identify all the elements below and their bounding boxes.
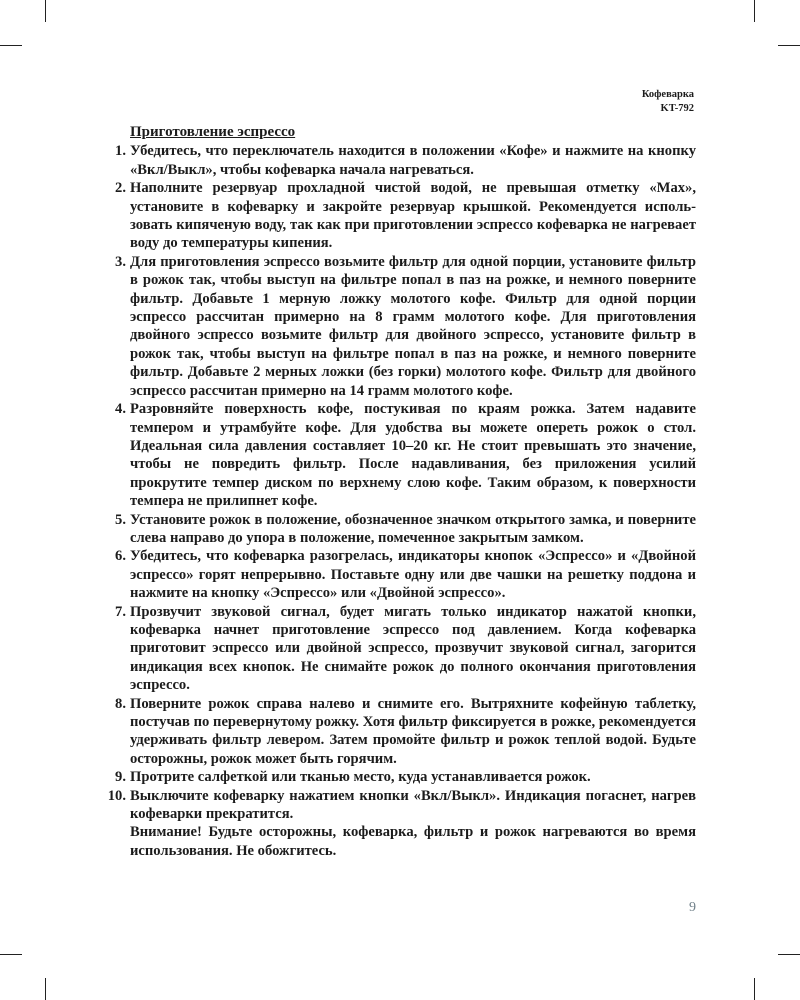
list-item — [100, 547, 696, 602]
warning-note — [100, 823, 696, 860]
step-number: 2. — [115, 180, 126, 197]
crop-mark — [45, 0, 46, 22]
step-number: 9. — [115, 769, 126, 786]
list-item — [100, 400, 696, 510]
steps-list — [100, 142, 696, 823]
step-text: Убедитесь, что кофеварка разогрелась, индикаторы кнопок «Эспрессо» и «Двойной эспрессо» горят непрерывно. Поставьте одну или две чашки на решетку поддона и нажмите на кнопку «Эспрессо» или «Двойной эспрессо». — [130, 548, 696, 602]
crop-mark — [0, 954, 22, 955]
list-item — [100, 253, 696, 400]
step-text: Убедитесь, что переключатель находится в положении «Кофе» и нажмите на кнопку «Вкл/Выкл», чтобы кофеварка начала нагреваться. — [130, 143, 696, 178]
crop-mark — [0, 45, 22, 46]
crop-mark — [754, 978, 755, 1000]
list-item — [100, 603, 696, 695]
header-model: KT-792 — [660, 103, 694, 114]
list-item — [100, 179, 696, 253]
step-number: 3. — [115, 253, 126, 270]
step-text: Установите рожок в положение, обозначенное значком открытого замка, и поверните слева направо до упора в положение, помеченное закрытым замком. — [130, 511, 696, 546]
step-text: Разровняйте поверхность кофе, постукивая по краям рожка. Затем надавите темпером и утрамбуйте кофе. Для удобства вы можете опереть рожок о стол. Идеальная сила давления составляет 10–20 кг. Не стоит превышать это значение, чтобы не повредить фильтр. После надавливания, без приложения усилий прокрутите темпер диском по верхнему слою кофе. Таким образом, к поверхности темпера не прилипнет кофе. — [130, 401, 696, 510]
step-number: 4. — [115, 401, 126, 418]
crop-mark — [45, 978, 46, 1000]
step-number: 7. — [115, 603, 126, 620]
list-item — [100, 695, 696, 769]
page-content — [100, 123, 696, 860]
step-text: Наполните резервуар прохладной чистой водой, не превышая отметку «Max», установите в кофеварку и закройте резервуар крышкой. Рекомендуется использовать кипяченую воду, так как при приготовлении эспрессо кофеварка не нагревает воду до температуры кипения. — [130, 180, 696, 252]
list-item — [100, 511, 696, 548]
warning-label: Внимание! — [130, 824, 202, 841]
step-text: Поверните рожок справа налево и снимите его. Вытряхните кофейную таблетку, постучав по перевернутому рожку. Хотя фильтр фиксируется в рожке, рекомендуется удерживать фильтр левером. Затем промойте фильтр и рожок теплой водой. Будьте осторожны, рожок может быть горячим. — [130, 695, 696, 767]
page-number: 9 — [689, 900, 696, 915]
step-number: 10. — [107, 787, 126, 804]
list-item — [100, 142, 696, 179]
crop-mark — [778, 45, 800, 46]
warning-text: Будьте осторожны, кофеварка, фильтр и рожок нагреваются во время использования. Не обожгитесь. — [130, 824, 696, 859]
crop-mark — [778, 954, 800, 955]
step-number: 8. — [115, 695, 126, 712]
section-title: Приготовление эспрессо — [130, 124, 296, 140]
crop-mark — [754, 0, 755, 22]
list-item — [100, 787, 696, 824]
step-text: Протрите салфеткой или тканью место, куда устанавливается рожок. — [130, 769, 591, 786]
running-header — [642, 88, 694, 116]
step-text: Для приготовления эспрессо возьмите фильтр для одной порции, установите фильтр в рожок так, чтобы выступ на фильтре попал в паз на рожке, и немного поверните фильтр. Добавьте 1 мерную ложку молотого кофе. Фильтр для одной порции эспрессо рассчитан примерно на 8 грамм молотого кофе. Для приготовления двойного эспрессо возьмите фильтр для двойного эспрессо, установите фильтр в рожок так, чтобы выступ на фильтре попал в паз на рожке, и немного поверните фильтр. Добавьте 2 мерных ложки (без горки) молотого кофе. Фильтр для двойного эспрессо рассчитан примерно на 14 грамм молотого кофе. — [130, 253, 696, 399]
step-number: 5. — [115, 511, 126, 528]
step-number: 1. — [115, 143, 126, 160]
list-item — [100, 768, 696, 786]
step-number: 6. — [115, 548, 126, 565]
step-text: Выключите кофеварку нажатием кнопки «Вкл/Выкл». Индикация погаснет, нагрев кофеварки прекратится. — [130, 787, 696, 823]
header-product-name: Кофеварка — [641, 89, 694, 100]
step-text: Прозвучит звуковой сигнал, будет мигать только индикатор нажатой кнопки, кофеварка начнет приготовление эспрессо под давлением. Когда кофеварка приготовит эспрессо или двойной эспрессо, прозвучит звуковой сигнал, загорится индикация всех кнопок. Не снимайте рожок до полного окончания приготовления эспрессо. — [130, 603, 696, 694]
